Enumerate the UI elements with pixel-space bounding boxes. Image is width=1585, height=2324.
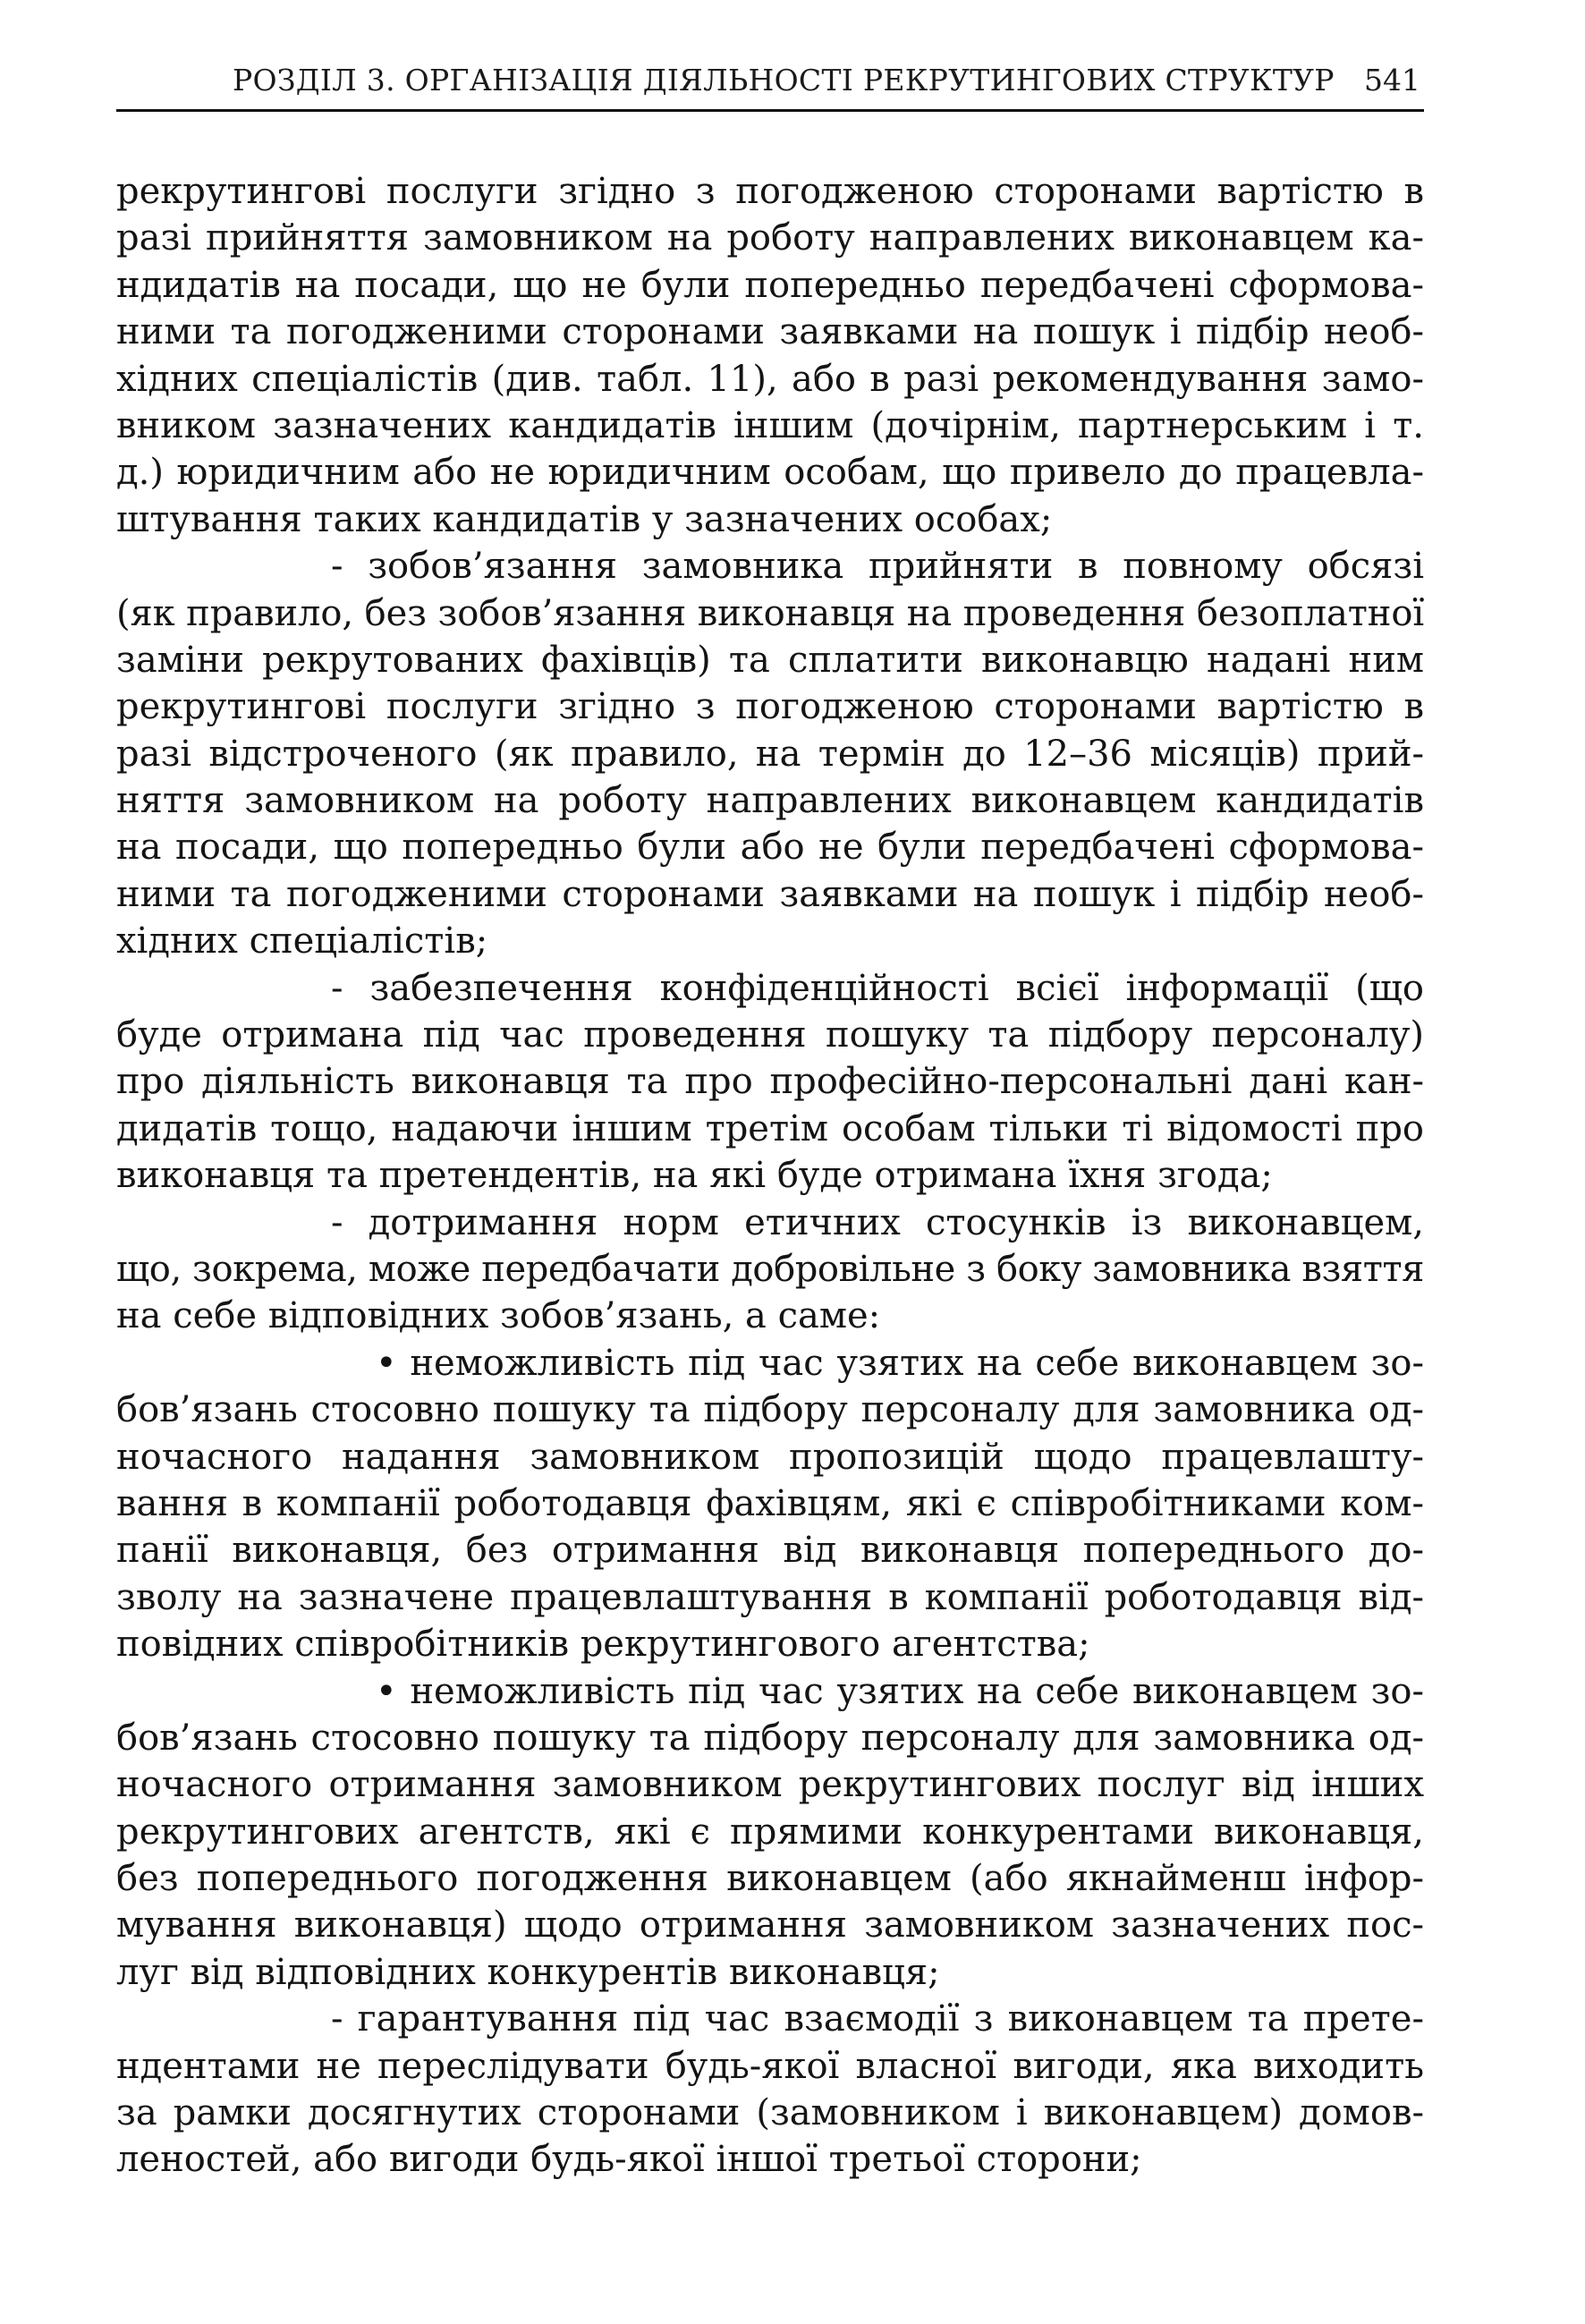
text-line: бов’язань стосовно пошуку та підбору персоналу для замовника од-: [116, 1717, 1424, 1759]
text-line: • неможливість під час узятих на себе виконавцем зо-: [376, 1670, 1424, 1712]
text-line: д.) юридичним або не юридичним особам, що привело до працевла-: [116, 452, 1424, 494]
text-line: луг від відповідних конкурентів виконавця;: [116, 1951, 940, 1993]
running-header-title: РОЗДІЛ 3. ОРГАНІЗАЦІЯ ДІЯЛЬНОСТІ РЕКРУТИНГОВИХ СТРУКТУР: [233, 63, 1335, 98]
text-line: - зобов’язання замовника прийняти в повному обсязі: [331, 546, 1424, 588]
text-line: - дотримання норм етичних стосунків із виконавцем,: [331, 1201, 1424, 1243]
text-line: штування таких кандидатів у зазначених особах;: [116, 498, 1053, 540]
text-line: рекрутингові послуги згідно з погодженою сторонами вартістю в: [116, 686, 1424, 728]
text-line: няття замовником на роботу направлених виконавцем кандидатів: [116, 780, 1424, 822]
text-line: за рамки досягнутих сторонами (замовником і виконавцем) домов-: [116, 2092, 1424, 2134]
text-line: вання в компанії роботодавця фахівцям, які є співробітниками ком-: [116, 1482, 1424, 1524]
text-line: дидатів тощо, надаючи іншим третім особам тільки ті відомості про: [116, 1107, 1424, 1149]
text-line: рекрутингові послуги згідно з погодженою сторонами вартістю в: [116, 171, 1424, 212]
text-line: • неможливість під час узятих на себе виконавцем зо-: [376, 1342, 1424, 1384]
text-line: рекрутингових агентств, які є прямими конкурентами виконавця,: [116, 1811, 1424, 1853]
text-line: леностей, або вигоди будь-якої іншої третьої сторони;: [116, 2139, 1142, 2181]
text-line: на посади, що попередньо були або не були передбачені сформова-: [116, 827, 1424, 869]
text-line: зволу на зазначене працевлаштування в компанії роботодавця від-: [116, 1576, 1424, 1618]
text-line: буде отримана під час проведення пошуку та підбору персоналу): [116, 1014, 1424, 1056]
text-line: що, зокрема, може передбачати добровільне з боку замовника взяття: [116, 1248, 1424, 1290]
text-line: разі відстроченого (як правило, на термін до 12–36 місяців) прий-: [116, 733, 1424, 775]
page-number: 541: [1364, 63, 1420, 98]
text-line: вником зазначених кандидатів іншим (дочірнім, партнерським і т.: [116, 404, 1424, 446]
text-line: хідних спеціалістів;: [116, 920, 488, 963]
text-line: бов’язань стосовно пошуку та підбору персоналу для замовника од-: [116, 1389, 1424, 1431]
text-line: заміни рекрутованих фахівців) та сплатити виконавцю надані ним: [116, 639, 1424, 681]
running-header: [116, 55, 1424, 112]
text-line: ними та погодженими сторонами заявками на пошук і підбір необ-: [116, 311, 1424, 353]
text-line: - забезпечення конфіденційності всієї інформації (що: [331, 967, 1424, 1009]
text-line: ночасного отримання замовником рекрутингових послуг від інших: [116, 1764, 1424, 1806]
text-line: хідних спеціалістів (див. табл. 11), або в разі рекомендування замо-: [116, 358, 1424, 400]
text-line: без попереднього погодження виконавцем (або якнайменш інфор-: [116, 1858, 1424, 1900]
text-line: разі прийняття замовником на роботу направлених виконавцем ка-: [116, 217, 1424, 259]
text-line: повідних співробітників рекрутингового агентства;: [116, 1624, 1090, 1666]
body-text: [116, 168, 1424, 2184]
text-line: на себе відповідних зобов’язань, а саме:: [116, 1295, 881, 1337]
text-line: про діяльність виконавця та про професійно-персональні дані кан-: [116, 1061, 1424, 1103]
text-line: ндентами не переслідувати будь-якої власної вигоди, яка виходить: [116, 2045, 1424, 2087]
text-line: панії виконавця, без отримання від виконавця попереднього до-: [116, 1530, 1424, 1572]
text-line: (як правило, без зобов’язання виконавця на проведення безоплатної: [116, 592, 1425, 634]
text-line: ндидатів на посади, що не були попередньо передбачені сформова-: [116, 264, 1424, 306]
text-line: ними та погодженими сторонами заявками на пошук і підбір необ-: [116, 873, 1424, 915]
text-line: мування виконавця) щодо отримання замовником зазначених пос-: [116, 1904, 1424, 1947]
text-line: - гарантування під час взаємодії з виконавцем та прете-: [331, 1998, 1424, 2040]
text-line: виконавця та претендентів, на які буде отримана їхня згода;: [116, 1155, 1273, 1197]
text-line: ночасного надання замовником пропозицій щодо працевлашту-: [116, 1436, 1424, 1478]
